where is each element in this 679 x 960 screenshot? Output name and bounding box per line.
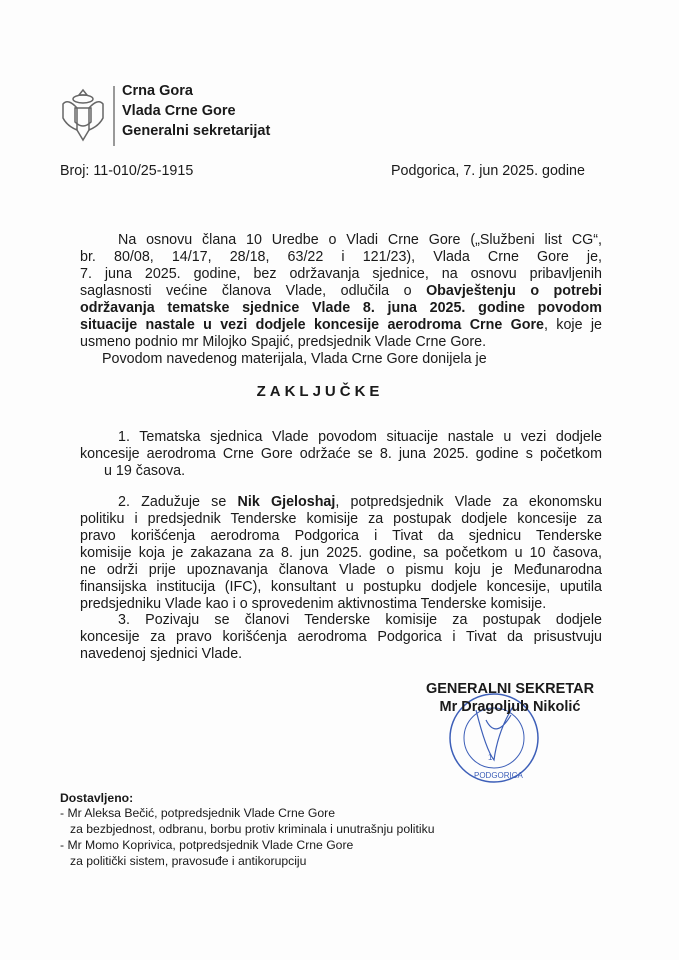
signatory-title: GENERALNI SEKRETAR — [425, 681, 595, 697]
text-line — [80, 249, 602, 265]
text-segment: koncesije za pravo korišćenja aerodroma Podgorica i Tivat da prisustvuju — [80, 629, 602, 645]
text-segment: predsjedniku Vlade kao i o sprovedenim aktivnostima Tenderske komisije. — [80, 596, 547, 612]
text-line — [80, 511, 602, 527]
text-segment: finansijska institucija (IFC), konsultant u postupku dodjele koncesije, uputila — [80, 579, 602, 595]
text-segment: navedenoj sjednici Vlade. — [80, 646, 243, 662]
text-line — [80, 446, 602, 462]
text-line — [80, 646, 602, 662]
document-date: Podgorica, 7. jun 2025. godine — [391, 163, 585, 179]
text-segment: Povodom navedenog materijala, Vlada Crne Gore donijela je — [102, 351, 487, 367]
text-segment: usmeno podnio mr Milojko Spajić, predsjednik Vlade Crne Gore. — [80, 334, 487, 350]
text-line — [102, 351, 602, 367]
distribution-line: za politički sistem, pravosuđe i antikorupciju — [70, 854, 307, 868]
text-line — [104, 463, 602, 479]
text-line — [80, 266, 602, 282]
text-segment: 3. Pozivaju se članovi Tenderske komisije za postupak dodjele — [118, 612, 602, 628]
header-country: Crna Gora — [122, 83, 193, 99]
text-segment: održavanja tematske sjednice Vlade 8. juna 2025. godine povodom — [80, 300, 602, 316]
coat-of-arms-icon — [58, 86, 108, 144]
text-line — [80, 562, 602, 578]
distribution-label: Dostavljeno: — [60, 791, 134, 805]
text-segment: politiku i predsjednik Tenderske komisije za postupak dodjele koncesije za — [80, 511, 602, 527]
header-office: Generalni sekretarijat — [122, 123, 271, 139]
conclusions-heading: ZAKLJUČKE — [256, 383, 384, 400]
text-line — [80, 334, 602, 350]
text-segment: br. 80/08, 14/17, 28/18, 63/22 i 121/23), Vlada Crne Gore je, — [80, 249, 602, 265]
text-line — [80, 283, 602, 299]
distribution-line: - Mr Aleksa Bečić, potpredsjednik Vlade Crne Gore — [60, 806, 336, 820]
text-segment: Obavještenju o potrebi — [426, 283, 603, 299]
text-segment: komisije koja je zakazana za 8. jun 2025. godine, sa početkom u 10 časova, — [80, 545, 602, 561]
text-segment: 2. Zadužuje se — [118, 494, 238, 510]
header-divider — [113, 86, 115, 146]
svg-text:PODGORICA: PODGORICA — [474, 771, 523, 780]
document-number: Broj: 11-010/25-1915 — [60, 163, 194, 179]
distribution-line: - Mr Momo Koprivica, potpredsjednik Vlade Crne Gore — [60, 838, 354, 852]
text-segment: pravo korišćenja aerodroma Podgorica i Tivat da sjednicu Tenderske — [80, 528, 602, 544]
text-segment: Nik Gjeloshaj — [237, 494, 336, 510]
text-segment: situacije nastale u vezi dodjele koncesije aerodroma Crne Gore — [80, 317, 544, 333]
text-line — [80, 528, 602, 544]
text-line — [80, 596, 602, 612]
svg-text:1: 1 — [488, 753, 493, 762]
text-segment: u 19 časova. — [104, 463, 186, 479]
text-line — [118, 494, 602, 510]
text-segment: 1. Tematska sjednica Vlade povodom situacije nastale u vezi dodjele — [118, 429, 602, 445]
header-government: Vlada Crne Gore — [122, 103, 236, 119]
distribution-line: za bezbjednost, odbranu, borbu protiv kriminala i unutrašnju politiku — [70, 822, 435, 836]
text-line — [80, 629, 602, 645]
text-segment: saglasnosti većine članova Vlade, odlučila o — [80, 283, 427, 299]
text-segment: koncesije aerodroma Crne Gore održaće se 8. juna 2025. godine s početkom — [80, 446, 602, 462]
text-segment: 7. juna 2025. godine, bez održavanja sjednice, na osnovu pribavljenih — [80, 266, 602, 282]
text-line — [80, 545, 602, 561]
text-segment: ne održi prije upoznavanja članova Vlade o pismu koju je Međunarodna — [80, 562, 602, 578]
signatory-name: Mr Dragoljub Nikolić — [439, 699, 581, 715]
text-line — [118, 612, 602, 628]
text-line — [118, 429, 602, 445]
text-line — [80, 317, 602, 333]
text-line — [118, 232, 602, 248]
text-segment: , potpredsjednik Vlade za ekonomsku — [335, 494, 602, 510]
text-line — [80, 579, 602, 595]
text-line — [80, 300, 602, 316]
text-segment: , koje je — [543, 317, 602, 333]
text-segment: Na osnovu člana 10 Uredbe o Vladi Crne Gore („Službeni list CG“, — [118, 232, 602, 248]
